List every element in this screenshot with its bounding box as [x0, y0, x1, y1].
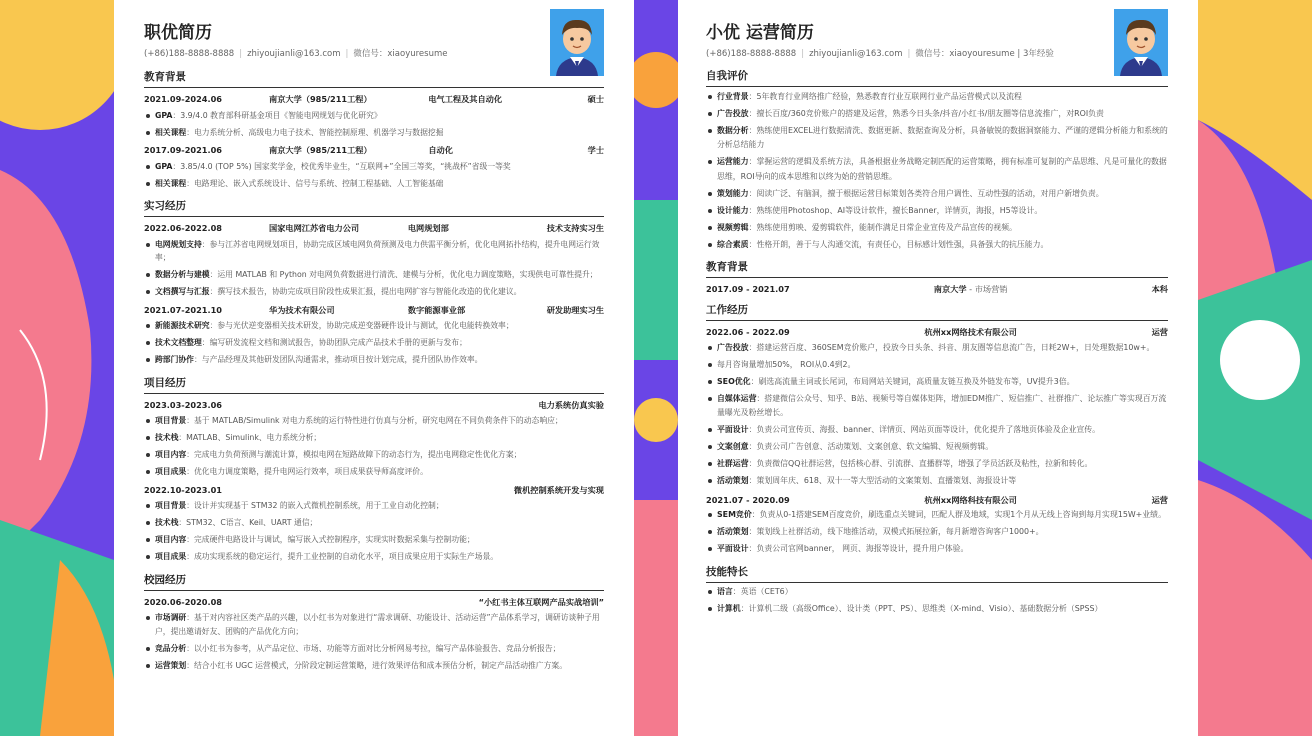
- list-item: 技术文档整理：编写研发流程文档和测试报告，协助团队完成产品技术手册的更新与发布；: [144, 336, 604, 350]
- entry-company: 华为技术有限公司: [269, 304, 335, 315]
- list-item: 活动策划：策划周年庆、618、双十一等大型活动的文案策划、直播策划、海报设计等: [706, 474, 1168, 489]
- list-item: 活动策划：策划线上社群活动，线下地推活动，双模式拓展拉新，每月新增咨询客户1000+。: [706, 525, 1168, 540]
- list-item: 相关课程：电路理论、嵌入式系统设计、信号与系统、控制工程基础、人工智能基础: [144, 177, 604, 191]
- entry-date: 2021.07 - 2020.09: [706, 494, 790, 505]
- bullet-list: [706, 585, 1168, 617]
- entry-degree: 本科: [1151, 284, 1168, 294]
- entry-role: 研发助理实习生: [546, 304, 605, 315]
- list-item: 运营能力：掌握运营的逻辑及系统方法，具备根据业务战略定制匹配的运营策略，拥有标准可复制的产品思维、凡是可量化的数据思维，ROI导向的成本思维和以终为始的营销思维。: [706, 155, 1168, 184]
- resume-name: 小优 运营简历: [706, 23, 814, 43]
- contact-line: (+86)188-8888-8888 | zhiyoujianli@163.com | 微信号：xiaoyuresume: [144, 49, 448, 59]
- list-item: 设计能力：熟练使用Photoshop、AI等设计软件，擅长Banner，详情页，海报，H5等设计。: [706, 204, 1168, 219]
- contact-phone: (+86)188-8888-8888: [144, 49, 235, 59]
- resume-page-right: [678, 0, 1198, 736]
- bullet-list: [706, 508, 1168, 557]
- section-title-internship: 实习经历: [144, 199, 604, 217]
- entry-header: [706, 326, 1168, 338]
- entry-project-name: 微机控制系统开发与实现: [513, 484, 604, 495]
- entry-header: [144, 399, 604, 411]
- entry-activity-name: “小红书主体互联网产品实战培训”: [478, 596, 604, 607]
- entry-date: 2020.06-2020.08: [144, 596, 222, 607]
- bullet-list: [706, 90, 1168, 253]
- section-title-education: 教育背景: [706, 260, 1168, 278]
- entry-project-name: 电力系统仿真实验: [538, 399, 604, 410]
- entry-date: 2022.06-2022.08: [144, 223, 222, 233]
- list-item: 每月咨询量增加50%， ROI从0.4到2。: [706, 358, 1168, 373]
- avatar: [1114, 9, 1168, 76]
- bullet-list: [706, 341, 1168, 489]
- list-item: 竞品分析：以小红书为参考，从产品定位、市场、功能等方面对比分析网易考拉，编写产品体验报告、竞品分析报告；: [144, 642, 604, 656]
- cartoon-avatar-icon: [550, 9, 604, 76]
- entry-date: 2021.09-2024.06: [144, 94, 222, 104]
- entry-header: [144, 93, 604, 105]
- list-item: 相关课程：电力系统分析、高级电力电子技术、智能控制原理、机器学习与数据挖掘: [144, 126, 604, 140]
- entry-degree: 硕士: [587, 94, 605, 104]
- section-title-self-evaluation: 自我评价: [706, 69, 1168, 87]
- list-item: 电网规划支持：参与江苏省电网规划项目，协助完成区域电网负荷预测及电力供需平衡分析，优化电网拓扑结构，提升电网运行效率；: [144, 238, 604, 265]
- list-item: 项目内容：完成硬件电路设计与调试，编写嵌入式控制程序，实现实时数据采集与控制功能；: [144, 533, 604, 547]
- list-item: GPA：3.9/4.0 教育部科研基金项目《智能电网规划与优化研究》: [144, 109, 604, 123]
- bullet-list: [144, 238, 604, 299]
- list-item: 策划能力：阅读广泛、有脑洞，擅于根据运营目标策划各类符合用户调性、互动性强的活动，对用户新增负责。: [706, 187, 1168, 202]
- list-item: 平面设计：负责公司官网banner， 网页、海报等设计，提升用户体验。: [706, 542, 1168, 557]
- list-item: 视频剪辑：熟练使用剪映、爱剪辑软件，能制作满足日常企业宣传及产品宣传的视频。: [706, 221, 1168, 236]
- section-title-work: 工作经历: [706, 303, 1168, 321]
- bullet-list: [144, 109, 604, 140]
- list-item: 语言：英语（CET6）: [706, 585, 1168, 600]
- list-item: 行业背景：5年教育行业网络推广经验，熟悉教育行业互联网行业产品运营模式以及流程: [706, 90, 1168, 105]
- entry-major: 电气工程及其自动化: [428, 94, 503, 104]
- list-item: SEM竞价：负责从0-1搭建SEM百度竞价，刷选重点关键词，匹配人群及地域，实现1个月从无线上咨询到每月实现15W+业绩。: [706, 508, 1168, 523]
- list-item: 综合素质：性格开朗，善于与人沟通交流，有责任心，目标感计划性强，具备强大的抗压能力。: [706, 238, 1168, 253]
- list-item: 运营策划：结合小红书 UGC 运营模式，分阶段定制运营策略，进行效果评估和成本预估分析，制定产品活动推广方案。: [144, 659, 604, 673]
- entry-dept: 电网规划部: [407, 223, 449, 233]
- entry-major: 自动化: [428, 145, 453, 155]
- list-item: 项目成果：优化电力调度策略，提升电网运行效率，项目成果获导师高度评价。: [144, 465, 604, 479]
- list-item: 技术栈：STM32、C语言、Keil、UART 通信；: [144, 516, 604, 530]
- entry-role: 运营: [1151, 494, 1168, 505]
- list-item: GPA：3.85/4.0 (TOP 5%) 国家奖学金，校优秀毕业生，“互联网+”全国三等奖，“挑战杯”省级一等奖: [144, 160, 604, 174]
- contact-email: zhiyoujianli@163.com: [809, 49, 903, 59]
- entry-date: 2022.06 - 2022.09: [706, 327, 790, 337]
- entry-school: 南京大学（985/211工程）: [269, 145, 372, 155]
- resume-page-left: [114, 0, 634, 736]
- list-item: 项目成果：成功实现系统的稳定运行，提升工业控制的自动化水平，项目成果应用于实际生产场景。: [144, 550, 604, 564]
- avatar: [550, 9, 604, 76]
- entry-date: 2022.10-2023.01: [144, 484, 222, 495]
- entry-dept: 数字能源事业部: [407, 304, 466, 315]
- entry-header: [706, 283, 1168, 295]
- list-item: 社群运营：负责微信QQ社群运营，包括核心群、引流群、直播群等，增强了学员活跃及粘性，拉新和转化。: [706, 457, 1168, 472]
- entry-header: [144, 222, 604, 234]
- entry-date: 2021.07-2021.10: [144, 304, 222, 315]
- list-item: 广告投放：擅长百度/360竞价账户的搭建及运营，熟悉今日头条/抖音/小红书/朋友圈等信息流推广，对ROI负责: [706, 107, 1168, 122]
- list-item: 数据分析：熟练使用EXCEL进行数据清洗、数据更新、数据查询及分析，具备敏锐的数据洞察能力、严谨的逻辑分析能力和系统的分析总结能力: [706, 124, 1168, 153]
- entry-header: [144, 596, 604, 608]
- bullet-list: [144, 160, 604, 191]
- contact-wechat: 微信号：xiaoyouresume | 3年经验: [915, 49, 1054, 59]
- entry-date: 2017.09-2021.06: [144, 145, 222, 155]
- list-item: 项目背景：基于 MATLAB/Simulink 对电力系统的运行特性进行仿真与分析，研究电网在不同负荷条件下的动态响应；: [144, 414, 604, 428]
- list-item: 新能源技术研究：参与光伏逆变器相关技术研发，协助完成逆变器硬件设计与测试，优化电能转换效率；: [144, 319, 604, 333]
- list-item: 文档撰写与汇报：撰写技术报告，协助完成项目阶段性成果汇报，提出电网扩容与智能化改造的优化建议。: [144, 285, 604, 299]
- entry-role: 技术支持实习生: [546, 223, 605, 233]
- bullet-list: [144, 319, 604, 367]
- bullet-list: [144, 499, 604, 564]
- entry-company: 杭州xx网络技术有限公司: [924, 327, 1017, 337]
- list-item: 项目内容：完成电力负荷预测与潮流计算，模拟电网在短路故障下的动态行为，提出电网稳定性优化方案；: [144, 448, 604, 462]
- entry-school-major: 南京大学 - 市场营销: [933, 284, 1008, 294]
- section-title-skills: 技能特长: [706, 565, 1168, 583]
- list-item: 广告投放：搭建运营百度、360SEM竞价账户，投放今日头条、抖音、朋友圈等信息流广告，日耗2W+，日处理数据10w+。: [706, 341, 1168, 356]
- list-item: 市场调研：基于对内容社区类产品的兴趣，以小红书为对象进行“需求调研、功能设计、活动运营”产品体系学习，调研访谈种子用户，提出邀请好友、团购的产品优化方向；: [144, 611, 604, 638]
- cartoon-avatar-icon: [1114, 9, 1168, 76]
- list-item: 计算机：计算机二级（高级Office）、设计类（PPT、PS）、思维类（X-mind、Visio）、基础数据分析（SPSS）: [706, 602, 1168, 617]
- entry-header: [706, 494, 1168, 506]
- contact-phone: (+86)188-8888-8888: [706, 49, 797, 59]
- entry-date: 2017.09 - 2021.07: [706, 284, 790, 294]
- section-title-projects: 项目经历: [144, 376, 604, 394]
- entry-company: 国家电网江苏省电力公司: [269, 223, 360, 233]
- list-item: 项目背景：设计并实现基于 STM32 的嵌入式微机控制系统，用于工业自动化控制；: [144, 499, 604, 513]
- list-item: 平面设计：负责公司宣传页、海报、banner、详情页、网站页面等设计，优化提升了落地页体验及企业宣传。: [706, 423, 1168, 438]
- contact-wechat: 微信号：xiaoyuresume: [353, 49, 448, 59]
- list-item: 自媒体运营：搭建微信公众号、知乎、B站、视频号等自媒体矩阵，增加EDM推广、短信推广、社群推广、论坛推广等实现百万流量曝光及粉丝增长。: [706, 392, 1168, 421]
- list-item: 技术栈：MATLAB、Simulink、电力系统分析；: [144, 431, 604, 445]
- resume-name: 职优简历: [144, 23, 212, 43]
- entry-company: 杭州xx网络科技有限公司: [924, 494, 1017, 505]
- bullet-list: [144, 611, 604, 672]
- bullet-list: [144, 414, 604, 479]
- list-item: 跨部门协作：与产品经理及其他研发团队沟通需求，推动项目按计划完成，提升团队协作效率。: [144, 353, 604, 367]
- entry-degree: 学士: [587, 145, 605, 155]
- list-item: 文案创意：负责公司广告创意、活动策划、文案创意、软文编辑、短视频剪辑。: [706, 440, 1168, 455]
- list-item: 数据分析与建模：运用 MATLAB 和 Python 对电网负荷数据进行清洗、建模与分析，优化电力调度策略，实现供电可靠性提升；: [144, 268, 604, 282]
- contact-email: zhiyoujianli@163.com: [247, 49, 341, 59]
- entry-date: 2023.03-2023.06: [144, 399, 222, 410]
- entry-school: 南京大学（985/211工程）: [269, 94, 372, 104]
- section-title-education: 教育背景: [144, 70, 604, 88]
- entry-role: 运营: [1151, 327, 1168, 337]
- entry-header: [144, 144, 604, 156]
- contact-line: (+86)188-8888-8888 | zhiyoujianli@163.com | 微信号：xiaoyouresume | 3年经验: [706, 49, 1054, 59]
- entry-header: [144, 484, 604, 496]
- entry-header: [144, 304, 604, 316]
- section-title-campus: 校园经历: [144, 573, 604, 591]
- list-item: SEO优化：刷选高流量主词或长尾词，布局网站关键词，高质量友链互换及外链发布等，UV提升3倍。: [706, 375, 1168, 390]
